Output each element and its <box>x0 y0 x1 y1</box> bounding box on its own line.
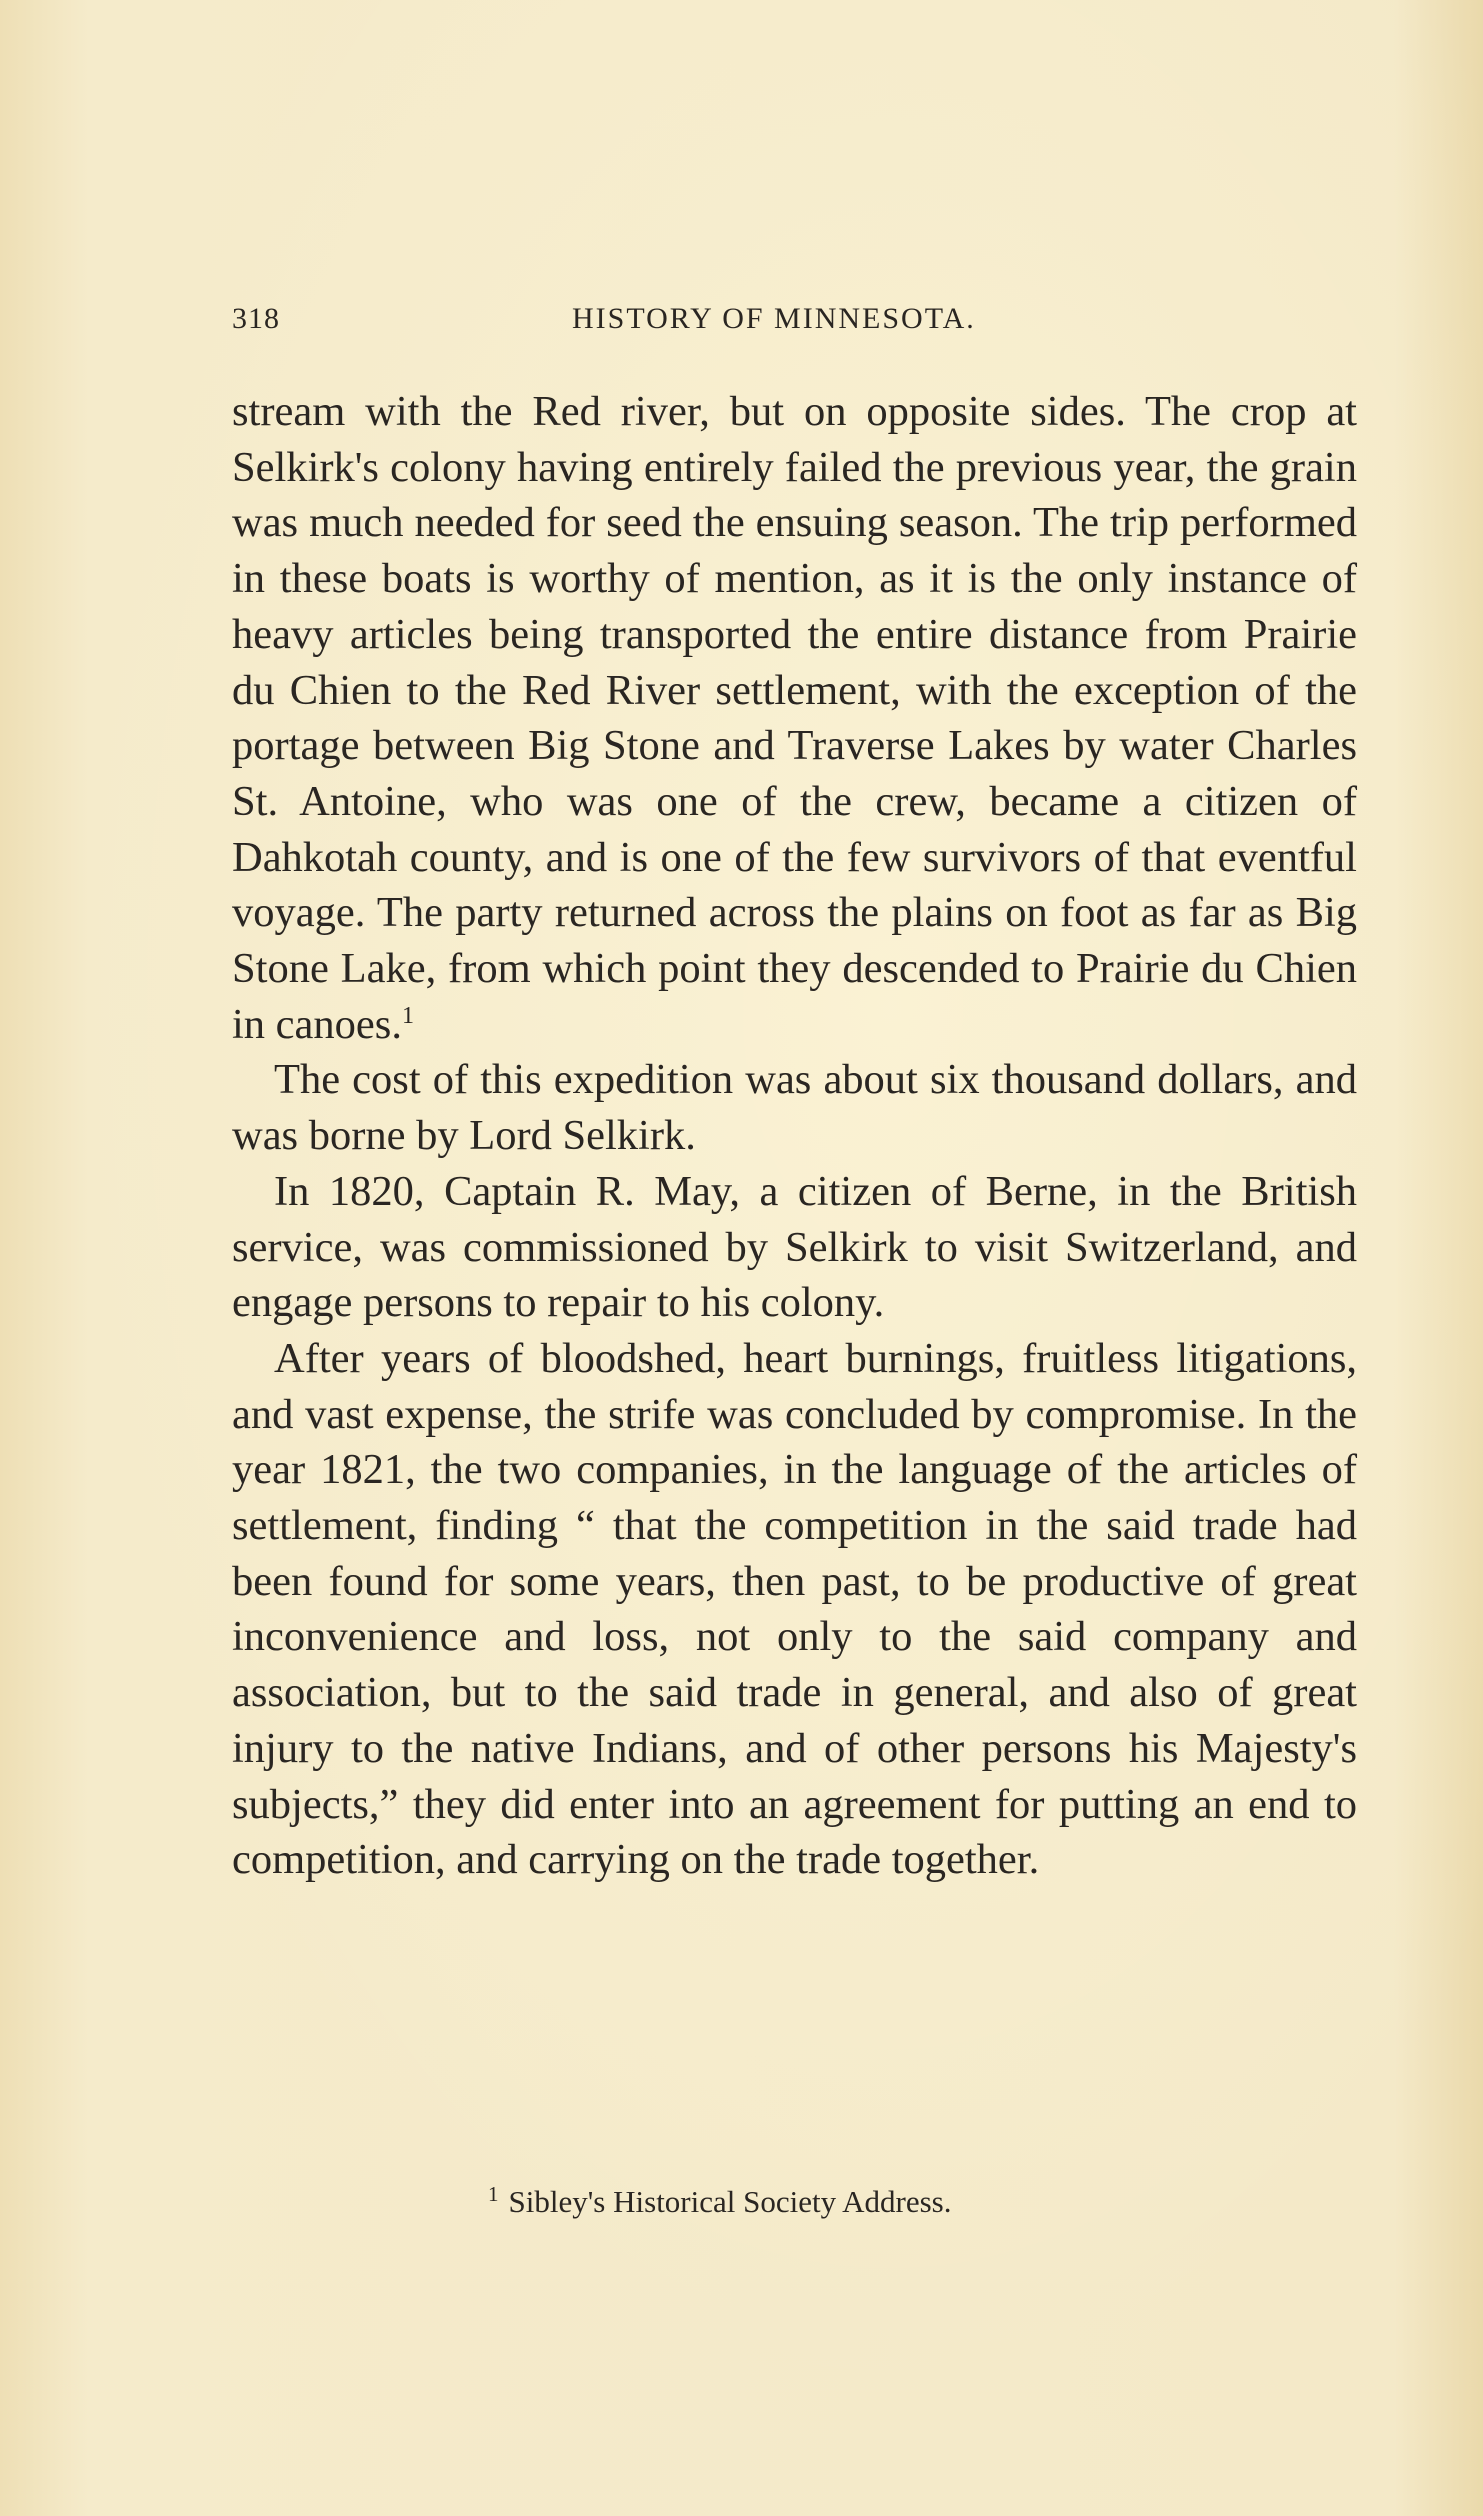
page-header <box>232 302 1272 346</box>
footnote-reference: 1 <box>401 1002 414 1029</box>
running-title: HISTORY OF MINNESOTA. <box>572 302 976 335</box>
paragraph <box>232 1164 1357 1331</box>
footnote-mark: 1 <box>488 2181 499 2206</box>
paragraph <box>232 384 1357 1052</box>
paragraph <box>232 1331 1357 1888</box>
footnote <box>488 2182 952 2222</box>
paragraph <box>232 1052 1357 1163</box>
footnote-text: Sibley's Historical Society Address. <box>508 2184 952 2219</box>
paragraph-text: In 1820, Captain R. May, a citizen of Berne, in the British service, was commissioned by Selkirk to visit Switzerland, and engage persons to repair to his colony. <box>232 1167 1357 1327</box>
paragraph-text: The cost of this expedition was about six thousand dollars, and was borne by Lord Selkirk. <box>232 1056 1357 1160</box>
paragraph-text: After years of bloodshed, heart burnings, fruitless litigations, and vast expense, the strife was concluded by compromise. In the year 1821, the two companies, in the language of the articles of settlement, finding “ that the competition in the said trade had been found for some years, then past, to be productive of great inconvenience and loss, not only to the said company and association, but to the said trade in general, and also of great injury to the native Indians, and of other persons his Majesty's subjects,” they did enter into an agreement for putting an end to competition, and carrying on the trade together. <box>232 1334 1357 1884</box>
body-text <box>232 384 1357 1888</box>
page-number: 318 <box>232 302 280 335</box>
paragraph-text: stream with the Red river, but on opposite sides. The crop at Selkirk's colony having entirely failed the previous year, the grain was much needed for seed the ensuing season. The trip performed in these boats is worthy of mention, as it is the only instance of heavy articles being transported the entire distance from Prairie du Chien to the Red River settlement, with the exception of the portage between Big Stone and Traverse Lakes by water Charles St. Antoine, who was one of the crew, became a citizen of Dahkotah county, and is one of the few survivors of that eventful voyage. The party returned across the plains on foot as far as Big Stone Lake, from which point they descended to Prairie du Chien in canoes. <box>232 388 1357 1048</box>
